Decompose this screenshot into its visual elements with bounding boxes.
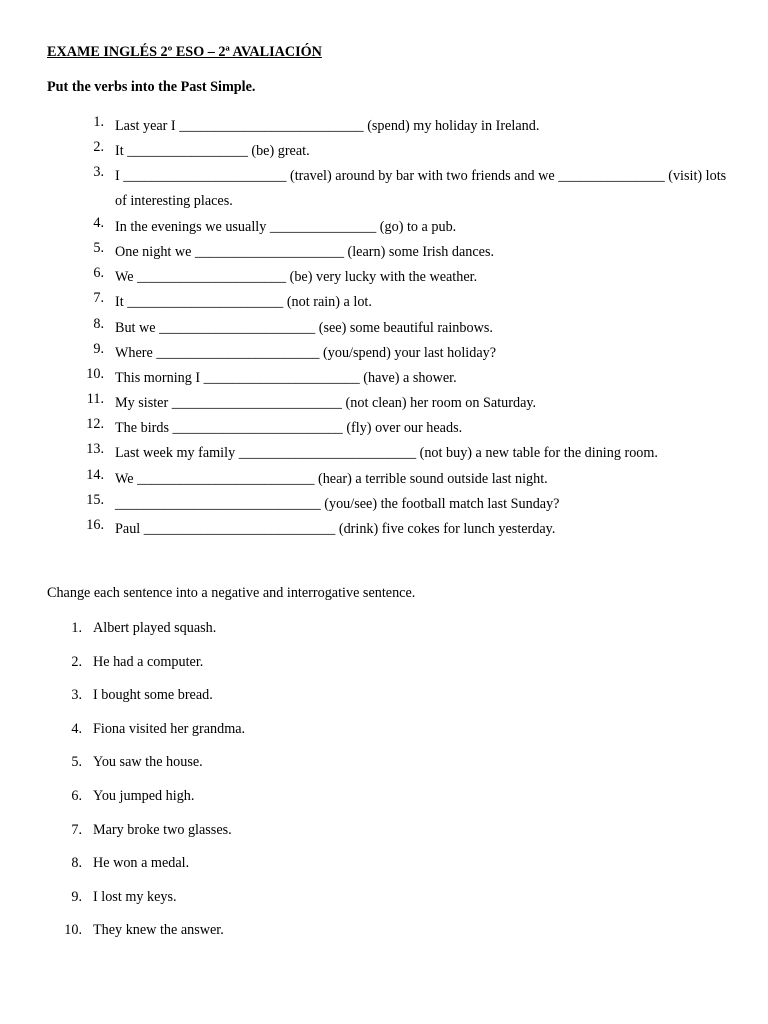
list-item (0, 341, 768, 366)
item-text: You jumped high. (93, 787, 195, 804)
item-number: 12. (86, 416, 104, 433)
item-number: 10. (86, 365, 104, 382)
item-number: 6. (71, 787, 82, 804)
item-number: 5. (71, 754, 82, 771)
item-number: 9. (71, 888, 82, 905)
list-item (0, 164, 768, 214)
item-text: He had a computer. (93, 653, 204, 670)
item-text: We _____________________ (be) very lucky with the weather. (115, 269, 478, 286)
item-text: I _______________________ (travel) around by bar with two friends and we _______________ (visit) lots of interesting places. (115, 168, 727, 210)
item-number: 9. (93, 340, 104, 357)
list-item (0, 492, 768, 517)
list-item (0, 215, 768, 240)
list-item (0, 290, 768, 315)
item-number: 7. (71, 821, 82, 838)
item-number: 13. (86, 441, 104, 458)
list-item (0, 316, 768, 341)
list-item (0, 139, 768, 164)
item-number: 8. (93, 315, 104, 332)
item-text: Last year I __________________________ (spend) my holiday in Ireland. (115, 118, 540, 134)
item-text: The birds ________________________ (fly) over our heads. (115, 420, 463, 437)
item-text: I bought some bread. (93, 687, 213, 704)
item-text: It ______________________ (not rain) a lot. (115, 294, 372, 311)
item-text: _____________________________ (you/see) the football match last Sunday? (115, 495, 560, 512)
item-number: 4. (93, 214, 104, 231)
item-text: Fiona visited her grandma. (93, 720, 246, 737)
item-number: 15. (86, 491, 104, 508)
list-item (0, 517, 768, 542)
list-item (0, 416, 768, 441)
item-text: Paul ___________________________ (drink) five cokes for lunch yesterday. (115, 521, 556, 538)
item-text: They knew the answer. (93, 922, 224, 939)
item-text: But we ______________________ (see) some beautiful rainbows. (115, 319, 493, 336)
item-text: We _________________________ (hear) a terrible sound outside last night. (115, 470, 548, 487)
list-item (0, 754, 768, 788)
item-number: 10. (64, 922, 82, 939)
item-number: 16. (86, 517, 104, 534)
list-item (0, 889, 768, 923)
item-number: 7. (93, 290, 104, 307)
list-item (0, 788, 768, 822)
list-item (0, 922, 768, 956)
item-number: 4. (71, 720, 82, 737)
item-text: I lost my keys. (93, 888, 177, 905)
item-text: Albert played squash. (93, 620, 217, 636)
item-number: 11. (86, 391, 104, 408)
list-item (0, 441, 768, 466)
item-text: Mary broke two glasses. (93, 821, 232, 838)
item-number: 1. (93, 114, 104, 130)
list-item (0, 620, 768, 654)
item-number: 3. (71, 687, 82, 704)
list-item (0, 855, 768, 889)
exercise1-list (0, 114, 768, 542)
item-text: Where _______________________ (you/spend) your last holiday? (115, 344, 497, 361)
list-item (0, 240, 768, 265)
exam-title: EXAME INGLÉS 2º ESO – 2ª AVALIACIÓN (47, 44, 322, 60)
item-text: This morning I ______________________ (have) a shower. (115, 369, 457, 386)
item-number: 1. (71, 620, 82, 636)
item-text: It _________________ (be) great. (115, 143, 310, 160)
item-number: 6. (93, 265, 104, 282)
exercise2-list (0, 620, 768, 956)
item-number: 8. (71, 855, 82, 872)
item-text: One night we _____________________ (learn) some Irish dances. (115, 243, 495, 260)
item-number: 14. (86, 466, 104, 483)
list-item (0, 654, 768, 688)
item-number: 2. (71, 653, 82, 670)
exercise1-instruction: Put the verbs into the Past Simple. (47, 79, 256, 95)
list-item (0, 467, 768, 492)
list-item (0, 822, 768, 856)
list-item (0, 366, 768, 391)
list-item (0, 687, 768, 721)
item-text: You saw the house. (93, 754, 203, 771)
item-text: My sister ________________________ (not clean) her room on Saturday. (115, 395, 537, 412)
exercise2-instruction: Change each sentence into a negative and interrogative sentence. (47, 585, 416, 601)
list-item (0, 114, 768, 139)
list-item (0, 265, 768, 290)
item-text: He won a medal. (93, 855, 190, 872)
item-number: 3. (93, 164, 104, 181)
item-number: 2. (93, 139, 104, 156)
list-item (0, 391, 768, 416)
list-item (0, 721, 768, 755)
item-text: In the evenings we usually _______________ (go) to a pub. (115, 218, 457, 235)
item-text: Last week my family _________________________ (not buy) a new table for the dining room. (115, 445, 658, 462)
item-number: 5. (93, 239, 104, 256)
